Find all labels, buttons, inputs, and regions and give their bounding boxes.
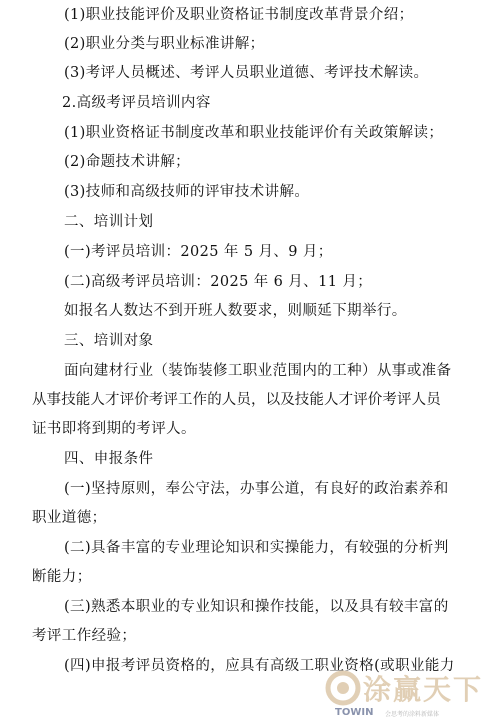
text-line: (1)职业技能评价及职业资格证书制度改革背景介绍； bbox=[64, 7, 414, 23]
text-line: (三)熟悉本职业的专业知识和操作技能，以及具有较丰富的 bbox=[64, 599, 449, 615]
text-line: (四)申报考评员资格的，应具有高级工职业资格(或职业能力 bbox=[64, 658, 455, 674]
text-line: (二)高级考评员培训：2025 年 6 月、11 月； bbox=[64, 274, 373, 290]
text-line: (2)命题技术讲解； bbox=[64, 154, 191, 170]
towin-watermark bbox=[323, 664, 483, 722]
text-line: (3)技师和高级技师的评审技术讲解。 bbox=[64, 184, 310, 200]
text-line: (一)坚持原则，奉公守法，办事公道，有良好的政治素养和 bbox=[64, 481, 449, 497]
section-heading: 四、申报条件 bbox=[64, 451, 154, 467]
text-line: (2)职业分类与职业标准讲解； bbox=[64, 36, 265, 52]
watermark-tagline: 会思考的涂料新媒体 bbox=[385, 711, 440, 718]
watermark-name-en: TOWIN bbox=[335, 707, 374, 718]
text-line: (1)职业资格证书制度改革和职业技能评价有关政策解读； bbox=[64, 125, 444, 141]
towin-logo-icon bbox=[323, 668, 363, 708]
text-line: (二)具备丰富的专业理论知识和实操能力，有较强的分析判 bbox=[64, 540, 449, 556]
text-line: (一)考评员培训：2025 年 5 月、9 月； bbox=[64, 244, 333, 260]
text-line: 断能力； bbox=[32, 569, 92, 585]
section-heading: 三、培训对象 bbox=[64, 333, 154, 349]
text-line: 证书即将到期的考评人。 bbox=[32, 421, 196, 437]
text-line: 如报名人数达不到开班人数要求，则顺延下期举行。 bbox=[64, 303, 407, 319]
text-line: 面向建材行业（装饰装修工职业范围内的工种）从事或准备 bbox=[64, 363, 452, 379]
text-line: 从事技能人才评价考评工作的人员，以及技能人才评价考评人员 bbox=[32, 392, 441, 408]
text-line: 职业道德； bbox=[32, 510, 107, 526]
text-line: 考评工作经验； bbox=[32, 628, 137, 644]
section-heading: 二、培训计划 bbox=[64, 214, 154, 230]
section-heading: 2.高级考评员培训内容 bbox=[62, 95, 211, 111]
watermark-name-cn: 涂赢天下 bbox=[363, 673, 484, 706]
text-line: (3)考评人员概述、考评人员职业道德、考评技术解读。 bbox=[64, 65, 429, 81]
